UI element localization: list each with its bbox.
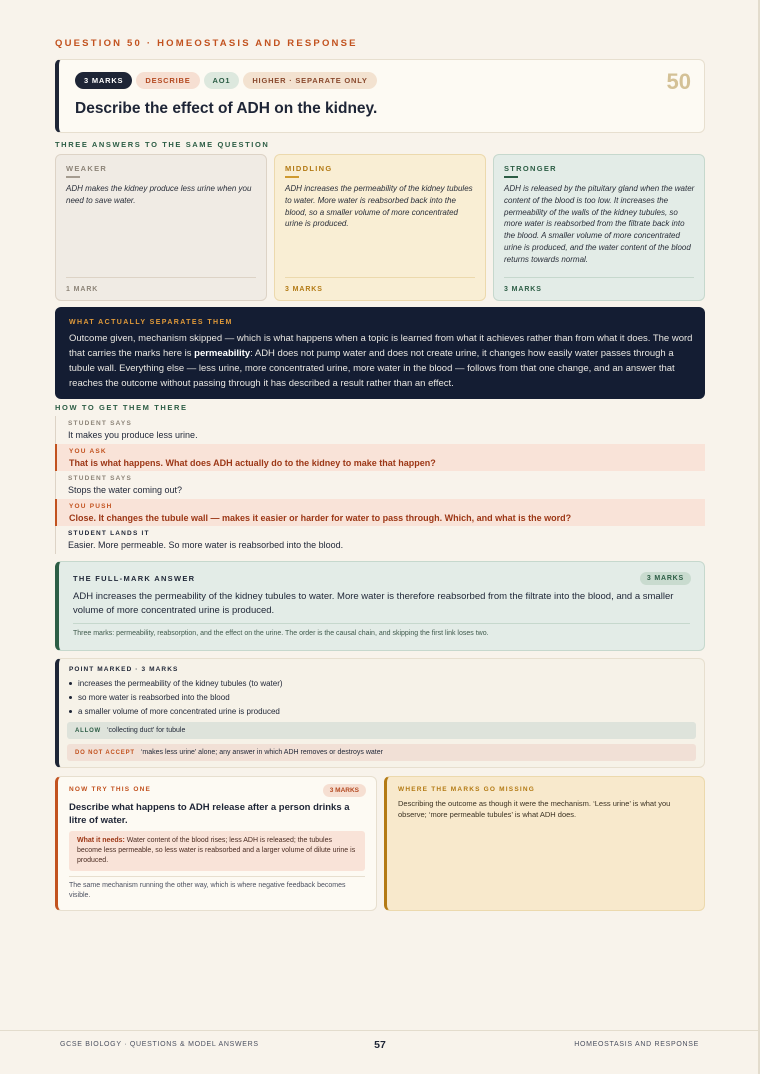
try-this-card [55, 776, 377, 911]
dialogue-teacher-turn [55, 499, 705, 526]
allow-text: ‘collecting duct’ for tubule [107, 727, 186, 734]
answer-text: ADH makes the kidney produce less urine when you need to save water. [66, 184, 252, 205]
speaker-label: STUDENT LANDS IT [68, 530, 150, 537]
footer-section-title: HOMEOSTASIS AND RESPONSE [574, 1041, 699, 1048]
speaker-label: STUDENT SAYS [68, 475, 133, 482]
separates-text [69, 331, 693, 391]
bullet-icon [69, 710, 72, 713]
separates-panel [55, 307, 705, 399]
dialogue-teacher-turn [55, 444, 705, 471]
label-rule [66, 176, 80, 178]
mark-point-text: so more water is reabsorbed into the blood [78, 693, 230, 702]
needs-key: What it needs: [77, 837, 125, 844]
dialogue-student-turn [55, 416, 705, 444]
try-this-question: Describe what happens to ADH release after a person drinks a litre of water. [69, 802, 350, 826]
full-mark-note: Three marks: permeability, reabsorption, and the effect on the urine. The order is the causal chain, and skipping the first link loses two. [73, 630, 489, 637]
marks-badge: 3 MARKS [640, 572, 691, 585]
key-term: permeability [194, 348, 251, 359]
assessment-objective-tag: AO1 [204, 72, 240, 89]
question-tags [75, 72, 377, 89]
try-this-note: The same mechanism running the other way, which is where negative feedback becomes visible. [69, 882, 346, 899]
full-mark-answer-card [55, 561, 705, 651]
dialogue-line: Close. It changes the tubule wall — makes it easier or harder for water to pass through. Which, and what is the word? [69, 513, 572, 523]
tier-tag: HIGHER · SEPARATE ONLY [243, 72, 376, 89]
question-text: Describe the effect of ADH on the kidney. [75, 100, 378, 117]
divider [69, 876, 365, 877]
mark-point [69, 707, 280, 716]
question-number: 50 [666, 69, 691, 94]
page-number: 57 [374, 1039, 386, 1051]
answer-text: ADH increases the permeability of the kidney tubules to water. More water is reabsorbed back into the blood, so a smaller volume of more concentrated urine is produced. [285, 184, 473, 229]
do-not-accept-text: ‘makes less urine’ alone; any answer in which ADH removes or destroys water [140, 749, 383, 756]
point-marked-card [55, 658, 705, 768]
bullet-icon [69, 682, 72, 685]
footer-rule [0, 1030, 760, 1031]
footer-book-title: GCSE BIOLOGY · QUESTIONS & MODEL ANSWERS [60, 1041, 259, 1048]
speaker-label: YOU PUSH [69, 503, 113, 510]
answers-section-label: THREE ANSWERS TO THE SAME QUESTION [55, 140, 270, 149]
full-mark-text: ADH increases the permeability of the kidney tubules to water. More water is therefore reabsorbed from the filtrate into the blood, and a smaller volume of more concentrated urine is produced. [73, 591, 674, 616]
answer-label: STRONGER [504, 164, 557, 173]
marks-tag: 3 MARKS [75, 72, 132, 89]
separates-text-end: : ADH does not pump water and does not create urine, it changes how easily water passes through a tubule wall. Everything else — less urine, more concentrated urine, more water in the blood — follows from that one change, and an answer that reaches the outcome without passing through it has described a result rather than an effect. [69, 348, 675, 389]
label-rule [285, 176, 299, 178]
mark-point [69, 679, 283, 688]
try-this-label: NOW TRY THIS ONE [69, 786, 152, 793]
command-word-tag: DESCRIBE [136, 72, 199, 89]
bullet-icon [69, 696, 72, 699]
dialogue-line: It makes you produce less urine. [68, 430, 198, 440]
separates-text-start: Outcome given, mechanism skipped — which is what happens when a topic is learned from what it achieves rather than from what it does. The word that carries the marks here is [69, 333, 693, 359]
marks-missing-text: Describing the outcome as though it were the mechanism. ‘Less urine’ is what you observe; ‘more permeable tubules’ is what ADH does. [398, 799, 671, 819]
marks-missing-card [384, 776, 705, 911]
needs-text: Water content of the blood rises; less ADH is released; the tubules become less permeable, so less water is reabsorbed and a larger volume of dilute urine is produced. [77, 837, 356, 864]
separates-label: WHAT ACTUALLY SEPARATES THEM [69, 319, 233, 326]
dialogue-line: Stops the water coming out? [68, 485, 183, 495]
what-it-needs-box [69, 831, 365, 871]
answer-card-middling [274, 154, 486, 301]
marks-missing-label: WHERE THE MARKS GO MISSING [398, 786, 536, 793]
answer-text: ADH is released by the pituitary gland when the water content of the blood is too low. It increases the permeability of the walls of the kidney tubules, so more water is reabsorbed from the filtrate back into the blood. A smaller volume of more concentrated urine is produced, and the water content of the blood returns towards normal. [504, 184, 695, 264]
answer-marks: 3 MARKS [504, 277, 694, 300]
dialogue-student-turn [55, 471, 705, 499]
do-not-accept-row [67, 744, 696, 761]
label-rule [504, 176, 518, 178]
point-marked-label: POINT MARKED · 3 MARKS [69, 666, 179, 673]
answer-label: MIDDLING [285, 164, 333, 173]
allow-key: ALLOW [75, 728, 101, 734]
speaker-label: YOU ASK [69, 448, 107, 455]
answer-card-weaker [55, 154, 267, 301]
answer-card-stronger [493, 154, 705, 301]
answer-marks: 1 MARK [66, 277, 256, 300]
mark-point-text: a smaller volume of more concentrated urine is produced [78, 707, 280, 716]
question-header: QUESTION 50 · HOMEOSTASIS AND RESPONSE [55, 38, 358, 49]
allow-row [67, 722, 696, 739]
speaker-label: STUDENT SAYS [68, 420, 133, 427]
marks-badge: 3 MARKS [323, 784, 366, 797]
answer-marks: 3 MARKS [285, 277, 475, 300]
divider [73, 623, 690, 624]
answer-label: WEAKER [66, 164, 108, 173]
mark-point-text: increases the permeability of the kidney tubules (to water) [78, 679, 283, 688]
do-not-accept-key: DO NOT ACCEPT [75, 750, 135, 756]
full-mark-label: THE FULL-MARK ANSWER [73, 574, 196, 583]
dialogue-line: Easier. More permeable. So more water is reabsorbed into the blood. [68, 540, 344, 550]
question-card [55, 59, 705, 133]
dialogue-line: That is what happens. What does ADH actually do to the kidney to make that happen? [69, 458, 436, 468]
dialogue-student-turn [55, 526, 705, 554]
mark-point [69, 693, 230, 702]
dialogue-section-label: HOW TO GET THEM THERE [55, 403, 188, 412]
